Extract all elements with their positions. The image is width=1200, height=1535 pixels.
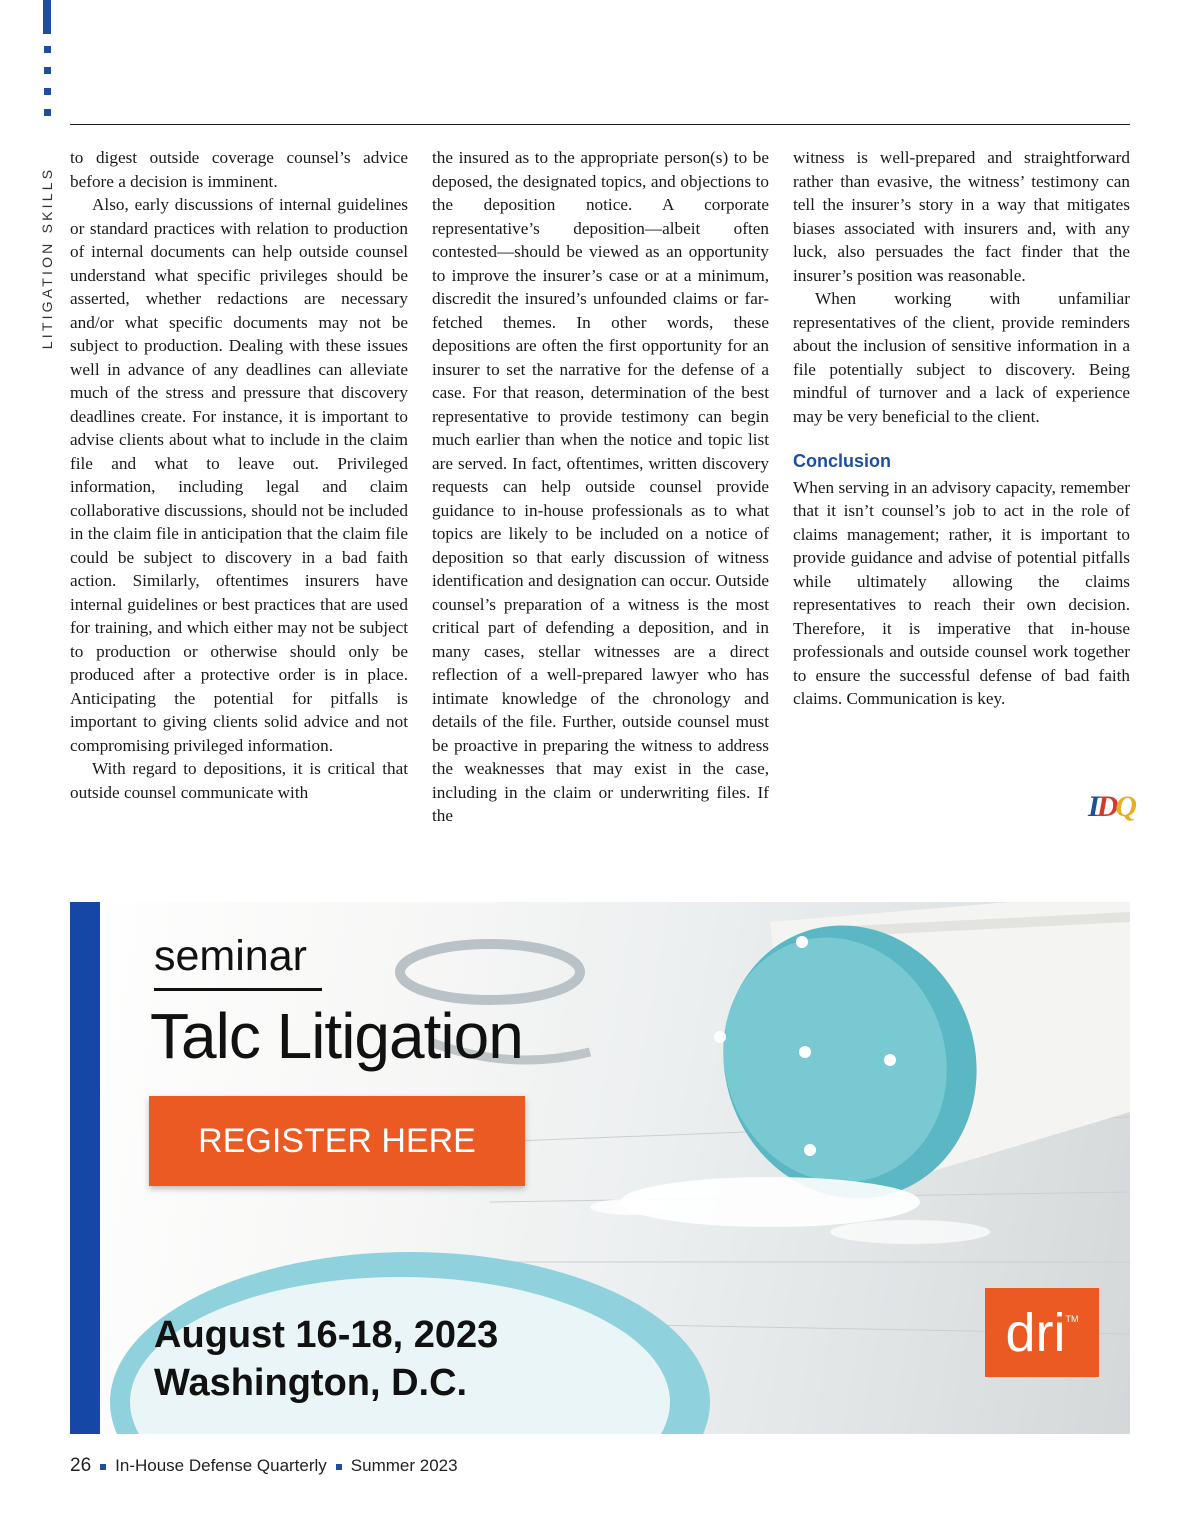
article-column-3 xyxy=(793,146,1130,711)
publication-name: In-House Defense Quarterly xyxy=(115,1456,327,1475)
bullet-separator xyxy=(100,1464,106,1470)
article-column-1 xyxy=(70,146,408,804)
ad-date-location xyxy=(154,1311,498,1407)
seminar-advertisement[interactable] xyxy=(70,902,1130,1434)
conclusion-heading: Conclusion xyxy=(793,451,891,471)
bullet-separator xyxy=(336,1464,342,1470)
ad-location: Washington, D.C. xyxy=(154,1362,468,1404)
rail-square xyxy=(44,109,51,116)
dri-logo xyxy=(985,1288,1099,1377)
section-label: LITIGATION SKILLS xyxy=(39,166,55,350)
paragraph: the insured as to the appropriate person(s) to be deposed, the designated topics, and objections to the deposition notice. A corporate representative’s deposition—albeit often contested—should be viewed as an opportunity to improve the insurer’s case or at a minimum, discredit the insured’s unfounded claims or far-fetched themes. In other words, these depositions are often the first opportunity for an insurer to set the narrative for the defense of a case. For that reason, determination of the best representative to provide testimony can begin much earlier than when the notice and topic list are served. In fact, oftentimes, written discovery requests can help outside counsel provide guidance to in-house professionals as to what topics are likely to be included on a notice of deposition so that early discussion of witness identification and designation can occur. Outside counsel’s preparation of a witness is the most critical part of defending a deposition, and in many cases, stellar witnesses are a direct reflection of a well-prepared lawyer who has intimate knowledge of the chronology and details of the file. Further, outside counsel must be proactive in preparing the witness to address the weaknesses that may exist in the case, including in the claim or underwriting files. If the xyxy=(432,148,769,825)
paragraph: Also, early discussions of internal guidelines or standard practices with relation to production of internal documents can help outside counsel understand what specific privileges should be asserted, whether redactions are necessary and/or what specific documents may not be subject to production. Dealing with these issues well in advance of any deadlines can alleviate much of the stress and pressure that discovery deadlines create. For instance, it is important to advise clients about what to include in the claim file and what to leave out. Privileged information, including legal and claim collaborative discussions, should not be included in the claim file in anticipation that the claim file could be subject to discovery in a bad faith action. Similarly, oftentimes insurers have internal guidelines or best practices that are used for training, and which either may not be subject to production or otherwise should only be produced after a protective order is in place. Anticipating the potential for pitfalls is important to giving clients solid advice and not compromising privileged information. xyxy=(70,195,408,755)
rail-square xyxy=(44,88,51,95)
article-column-2 xyxy=(432,146,769,828)
top-rule xyxy=(70,124,1130,125)
rail-accent-bar xyxy=(43,0,51,34)
ad-accent-bar xyxy=(70,902,100,1434)
ad-kicker: seminar xyxy=(154,932,307,980)
paragraph: witness is well-prepared and straightforward rather than evasive, the witness’ testimony can tell the insurer’s story in a way that mitigates biases associated with insurers and, with any luck, also persuades the fact finder that the insurer’s position was reasonable. xyxy=(793,148,1130,285)
ad-date: August 16-18, 2023 xyxy=(154,1314,499,1356)
ad-kicker-underline xyxy=(154,988,322,991)
ad-title: Talc Litigation xyxy=(150,1000,523,1072)
register-button[interactable]: REGISTER HERE xyxy=(149,1096,525,1186)
page-footer xyxy=(70,1455,458,1477)
rail-square xyxy=(44,46,51,53)
paragraph: When serving in an advisory capacity, remember that it isn’t counsel’s job to act in the role of claims management; rather, it is important to provide guidance and advise of potential pitfalls while ultimately allowing the claims representatives to reach their own decision. Therefore, it is imperative that in-house professionals and outside counsel work together to ensure the successful defense of bad faith claims. Communication is key. xyxy=(793,477,1130,708)
page-number: 26 xyxy=(70,1455,92,1476)
issue-date: Summer 2023 xyxy=(350,1456,458,1475)
trademark-mark: TM xyxy=(1065,1313,1079,1324)
paragraph: to digest outside coverage counsel’s advice before a decision is imminent. xyxy=(70,148,408,191)
idq-end-logo: IDQ xyxy=(1088,790,1135,823)
paragraph: When working with unfamiliar representatives of the client, provide reminders about the inclusion of sensitive information in a file potentially subject to discovery. Being mindful of turnover and a lack of experience may be very beneficial to the client. xyxy=(793,289,1130,426)
rail-square xyxy=(44,67,51,74)
paragraph: With regard to depositions, it is critical that outside counsel communicate with xyxy=(70,759,408,802)
dri-logo-text: dri xyxy=(1005,1302,1066,1363)
